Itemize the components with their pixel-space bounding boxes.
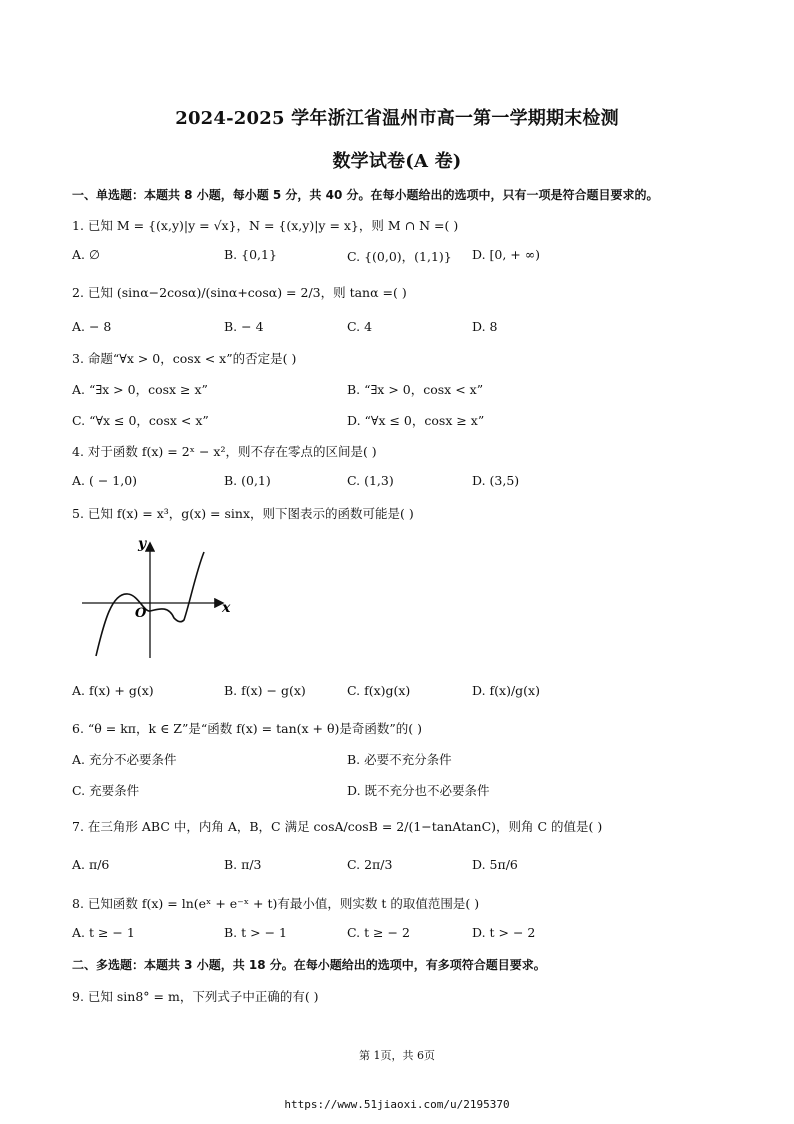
option-d: D. “∀x ≤ 0，cosx ≥ x” (347, 413, 485, 428)
question-stem: 6. “θ = kπ，k ∈ Z”是“函数 f(x) = tan(x + θ)是奇函数”的( ) (72, 721, 422, 736)
option-a: A. − 8 (72, 319, 112, 334)
option-c: C. 充要条件 (72, 783, 140, 798)
option-c: C. t ≥ − 2 (347, 925, 410, 940)
option-d: D. t > − 2 (472, 925, 536, 940)
option-c: C. 2π/3 (347, 857, 393, 872)
page-title: 2024-2025 学年浙江省温州市高一第一学期期末检测 (175, 108, 619, 129)
question-stem: 4. 对于函数 f(x) = 2ˣ − x²，则不存在零点的区间是( ) (72, 444, 377, 459)
question-stem: 2. 已知 (sinα−2cosα)/(sinα+cosα) = 2/3，则 tanα =( ) (72, 285, 407, 300)
option-c: C. 4 (347, 319, 373, 334)
option-c: C. f(x)g(x) (347, 683, 411, 698)
page-subtitle: 数学试卷(A 卷) (332, 151, 462, 172)
page-number: 第 1页，共 6页 (359, 1049, 435, 1062)
option-d: D. f(x)/g(x) (472, 683, 540, 698)
question-stem: 3. 命题“∀x > 0，cosx < x”的否定是( ) (72, 351, 297, 366)
question-stem: 9. 已知 sin8° = m，下列式子中正确的有( ) (72, 989, 319, 1004)
option-a: A. ( − 1,0) (72, 473, 138, 488)
option-a: A. t ≥ − 1 (72, 925, 135, 940)
section-header-multi-choice: 二、多选题：本题共 3 小题，共 18 分。在每小题给出的选项中，有多项符合题目要求。 (72, 958, 546, 972)
option-b: B. “∃x > 0，cosx < x” (347, 382, 484, 397)
function-graph-figure (72, 532, 242, 662)
option-b: B. (0,1) (224, 473, 271, 488)
option-b: B. t > − 1 (224, 925, 287, 940)
option-a: A. ∅ (72, 247, 100, 262)
option-b: B. − 4 (224, 319, 264, 334)
option-c: C. {(0,0)，(1,1)} (347, 249, 452, 264)
option-a: A. π/6 (72, 857, 110, 872)
option-d: D. 8 (472, 319, 498, 334)
option-c: C. (1,3) (347, 473, 394, 488)
option-b: B. {0,1} (224, 247, 277, 262)
y-axis-label: y (138, 536, 147, 552)
section-header-single-choice: 一、单选题：本题共 8 小题，每小题 5 分，共 40 分。在每小题给出的选项中，只有一项是符合题目要求的。 (72, 188, 659, 202)
x-axis-label: x (222, 600, 231, 616)
question-stem: 8. 已知函数 f(x) = ln(eˣ + e⁻ˣ + t)有最小值，则实数 t 的取值范围是( ) (72, 896, 480, 911)
option-b: B. 必要不充分条件 (347, 752, 452, 767)
question-stem: 1. 已知 M = {(x,y)|y = √x}，N = {(x,y)|y = x}，则 M ∩ N =( ) (72, 218, 459, 233)
option-a: A. 充分不必要条件 (72, 752, 177, 767)
question-stem: 7. 在三角形 ABC 中，内角 A，B，C 满足 cosA/cosB = 2/(1−tanAtanC)，则角 C 的值是( ) (72, 819, 603, 834)
option-c: C. “∀x ≤ 0，cosx < x” (72, 413, 209, 428)
option-d: D. 既不充分也不必要条件 (347, 783, 490, 798)
option-d: D. (3,5) (472, 473, 520, 488)
option-b: B. f(x) − g(x) (224, 683, 306, 698)
origin-label: O (135, 606, 147, 621)
option-a: A. f(x) + g(x) (72, 683, 154, 698)
option-d: D. 5π/6 (472, 857, 518, 872)
option-d: D. [0, + ∞) (472, 247, 541, 262)
option-a: A. “∃x > 0，cosx ≥ x” (72, 382, 208, 397)
option-b: B. π/3 (224, 857, 262, 872)
watermark-url[interactable]: https://www.51jiaoxi.com/u/2195370 (284, 1098, 510, 1111)
question-stem: 5. 已知 f(x) = x³，g(x) = sinx，则下图表示的函数可能是( ) (72, 506, 414, 521)
